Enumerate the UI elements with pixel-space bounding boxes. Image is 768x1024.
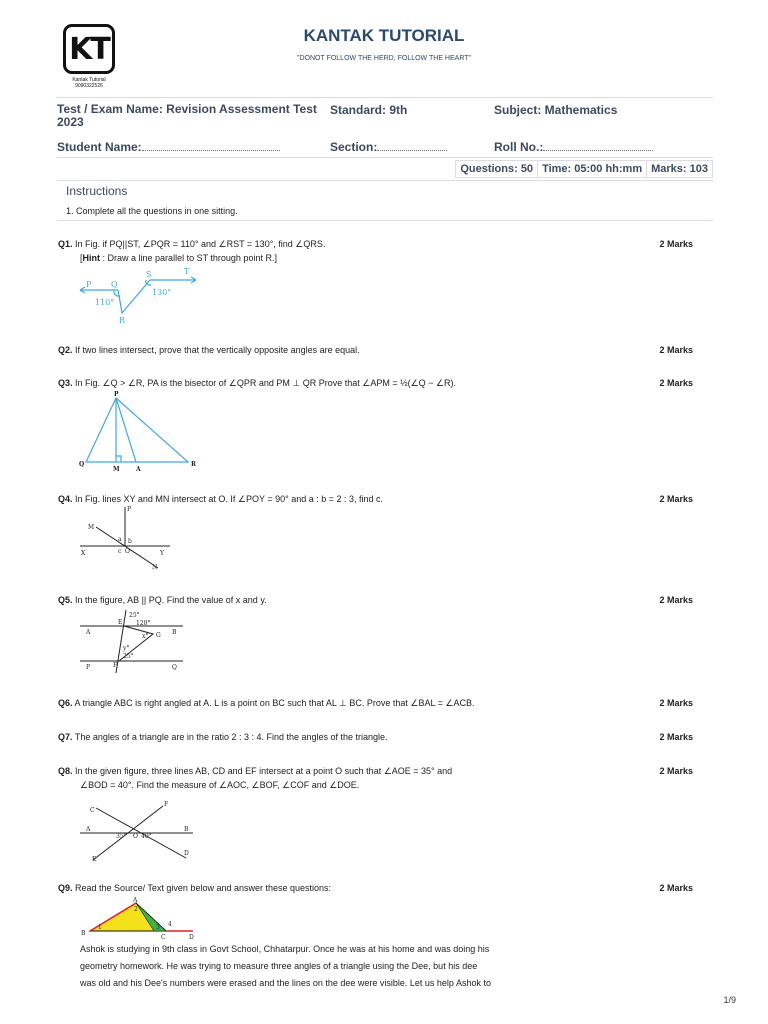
- question-text: In the figure, AB || PQ. Find the value of x and y.: [75, 595, 267, 605]
- label-S: S: [146, 270, 152, 279]
- label-b: b: [128, 538, 132, 545]
- label-A: A: [136, 466, 141, 473]
- question-9-passage: [80, 941, 640, 992]
- divider: [57, 180, 713, 181]
- question-text: In Fig. if PQ||ST, ∠PQR = 110° and ∠RST = 130°, find ∠QRS.: [75, 239, 326, 249]
- hint-label: Hint: [82, 253, 101, 263]
- question-9-marks: 2 Marks: [659, 883, 693, 893]
- figure-q5: [78, 608, 188, 673]
- question-text: If two lines intersect, prove that the vertically opposite angles are equal.: [75, 345, 360, 355]
- label-y: y°: [123, 645, 130, 652]
- standard: Standard: 9th: [330, 103, 408, 117]
- label-130: 130°: [152, 288, 172, 297]
- section-field[interactable]: [330, 140, 447, 154]
- label-E: E: [92, 856, 97, 863]
- section-blank[interactable]: [377, 141, 447, 151]
- question-6-marks: 2 Marks: [659, 698, 693, 708]
- label-E: E: [118, 619, 123, 626]
- question-text: A triangle ABC is right angled at A. L is a point on BC such that AL ⊥ BC. Prove that ∠BAL = ∠ACB.: [74, 698, 475, 708]
- page-number: 1/9: [723, 995, 736, 1005]
- question-number: Q3.: [58, 378, 73, 388]
- passage-line: was old and his Dee's numbers were erased and the lines on the dee were visible. Let us help Ashok to: [80, 978, 491, 988]
- label-B: B: [81, 930, 86, 937]
- question-3: [58, 376, 618, 390]
- total-marks: Marks: 103: [646, 160, 713, 178]
- label-Q: Q: [111, 280, 118, 289]
- label-25-top: 25°: [129, 612, 140, 619]
- label-R: R: [191, 461, 196, 468]
- label-X: X: [81, 550, 86, 557]
- question-5: [58, 593, 618, 607]
- label-Y: Y: [160, 550, 164, 557]
- question-number: Q7.: [58, 732, 73, 742]
- label-R: R: [119, 316, 126, 325]
- label-D: D: [184, 850, 189, 857]
- question-8: [58, 764, 618, 792]
- question-number: Q6.: [58, 698, 73, 708]
- question-8-marks: 2 Marks: [659, 766, 693, 776]
- label-2: 2: [134, 906, 138, 913]
- logo-subtitle-name: Kantak Tutorial: [72, 77, 106, 83]
- label-F: F: [113, 662, 118, 669]
- brand-title: KANTAK TUTORIAL: [303, 26, 465, 45]
- label-Q: Q: [79, 461, 85, 468]
- motto: "DONOT FOLLOW THE HERD, FOLLOW THE HEART": [296, 55, 472, 62]
- question-text: In Fig. ∠Q > ∠R, PA is the bisector of ∠QPR and PM ⊥ QR Prove that ∠APM = ½(∠Q − ∠R).: [75, 378, 456, 388]
- question-7-marks: 2 Marks: [659, 732, 693, 742]
- label-N: N: [152, 564, 158, 571]
- label-110: 110°: [95, 298, 115, 307]
- label-x: x°: [142, 633, 149, 640]
- label-A: A: [133, 897, 138, 904]
- roll-no-field[interactable]: [494, 140, 653, 154]
- question-6: [58, 696, 618, 710]
- figure-q9: [78, 895, 208, 940]
- label-P: P: [86, 664, 91, 671]
- roll-no-label: Roll No.:: [494, 140, 544, 154]
- logo-text: KT: [69, 31, 109, 67]
- subject: Subject: Mathematics: [494, 103, 618, 117]
- figure-q1: [78, 268, 208, 328]
- label-O: O: [125, 548, 130, 555]
- question-4-marks: 2 Marks: [659, 494, 693, 504]
- hint-text: : Draw a line parallel to ST through point R.]: [102, 253, 277, 263]
- label-35: 35°: [116, 833, 127, 840]
- label-25-bottom: 25°: [123, 653, 134, 660]
- logo-subtitle: [60, 77, 118, 89]
- question-1: Q1. In Fig. if PQ||ST, ∠PQR = 110° and ∠RST = 130°, find ∠QRS. [Hint : Draw a line parallel to ST through point R.]: [58, 239, 326, 263]
- label-1: 1: [98, 924, 102, 931]
- question-2: [58, 343, 618, 357]
- label-P: P: [127, 506, 132, 513]
- figure-q8: [78, 800, 198, 865]
- label-M: M: [113, 466, 120, 473]
- question-text: In Fig. lines XY and MN intersect at O. If ∠POY = 90° and a : b = 2 : 3, find c.: [75, 494, 384, 504]
- label-a: a: [118, 536, 122, 543]
- question-5-marks: 2 Marks: [659, 595, 693, 605]
- passage-line: geometry homework. He was trying to measure three angles of a triangle using the Dee, but his dee: [80, 961, 478, 971]
- label-M: M: [88, 524, 95, 531]
- question-text: Read the Source/ Text given below and answer these questions:: [75, 883, 332, 893]
- figure-q4: [78, 505, 178, 575]
- label-O: O: [133, 833, 138, 840]
- label-F: F: [164, 801, 169, 808]
- label-P: P: [86, 280, 92, 289]
- label-A: A: [86, 826, 91, 833]
- question-number: Q2.: [58, 345, 73, 355]
- divider: [57, 220, 713, 221]
- divider: [57, 157, 713, 158]
- question-number: Q8.: [58, 766, 73, 776]
- time-limit: Time: 05:00 hh:mm: [537, 160, 647, 178]
- logo-subtitle-phone: 9090322526: [75, 83, 103, 89]
- question-2-marks: 2 Marks: [659, 345, 693, 355]
- student-name-field[interactable]: [57, 140, 280, 154]
- section-label: Section:: [330, 140, 378, 154]
- label-3: 3: [156, 924, 160, 931]
- label-T: T: [184, 267, 190, 276]
- divider: [57, 97, 713, 98]
- label-A: A: [86, 629, 91, 636]
- label-4: 4: [168, 921, 172, 928]
- question-3-marks: 2 Marks: [659, 378, 693, 388]
- question-7: [58, 730, 618, 744]
- questions-count: Questions: 50: [455, 160, 538, 178]
- label-40: 40°: [141, 833, 152, 840]
- student-name-blank[interactable]: [142, 141, 280, 151]
- passage-line: Ashok is studying in 9th class in Govt School, Chhatarpur. Once he was at his home and was doing his: [80, 944, 490, 954]
- question-number: Q1.: [58, 239, 73, 249]
- label-B: B: [172, 629, 177, 636]
- label-Q: Q: [172, 664, 177, 671]
- label-c: c: [118, 548, 122, 555]
- label-120: 120°: [136, 620, 151, 627]
- question-number: Q5.: [58, 595, 73, 605]
- question-number: Q9.: [58, 883, 73, 893]
- question-1-marks: 2 Marks: [659, 239, 693, 249]
- roll-no-blank[interactable]: [543, 141, 653, 151]
- exam-name: Test / Exam Name: Revision Assessment Test 2023: [57, 102, 317, 129]
- exam-meta: [456, 160, 713, 178]
- label-C: C: [90, 807, 95, 814]
- student-name-label: Student Name:: [57, 140, 142, 154]
- question-4: [58, 492, 618, 506]
- label-C: C: [161, 934, 166, 941]
- label-B: B: [184, 826, 189, 833]
- question-text-line2: ∠BOD = 40°. Find the measure of ∠AOC, ∠BOF, ∠COF and ∠DOE.: [80, 780, 360, 790]
- question-number: Q4.: [58, 494, 73, 504]
- question-text: In the given figure, three lines AB, CD and EF intersect at a point O such that ∠AOE = 35° and: [75, 766, 453, 776]
- label-P: P: [114, 391, 119, 398]
- instruction-item: 1. Complete all the questions in one sitting.: [66, 206, 238, 216]
- instructions-title: Instructions: [66, 184, 128, 198]
- question-9: [58, 881, 618, 895]
- label-G: G: [156, 632, 161, 639]
- figure-q3: [78, 390, 208, 475]
- question-text: The angles of a triangle are in the ratio 2 : 3 : 4. Find the angles of the triangle.: [74, 732, 388, 742]
- label-D: D: [189, 934, 194, 941]
